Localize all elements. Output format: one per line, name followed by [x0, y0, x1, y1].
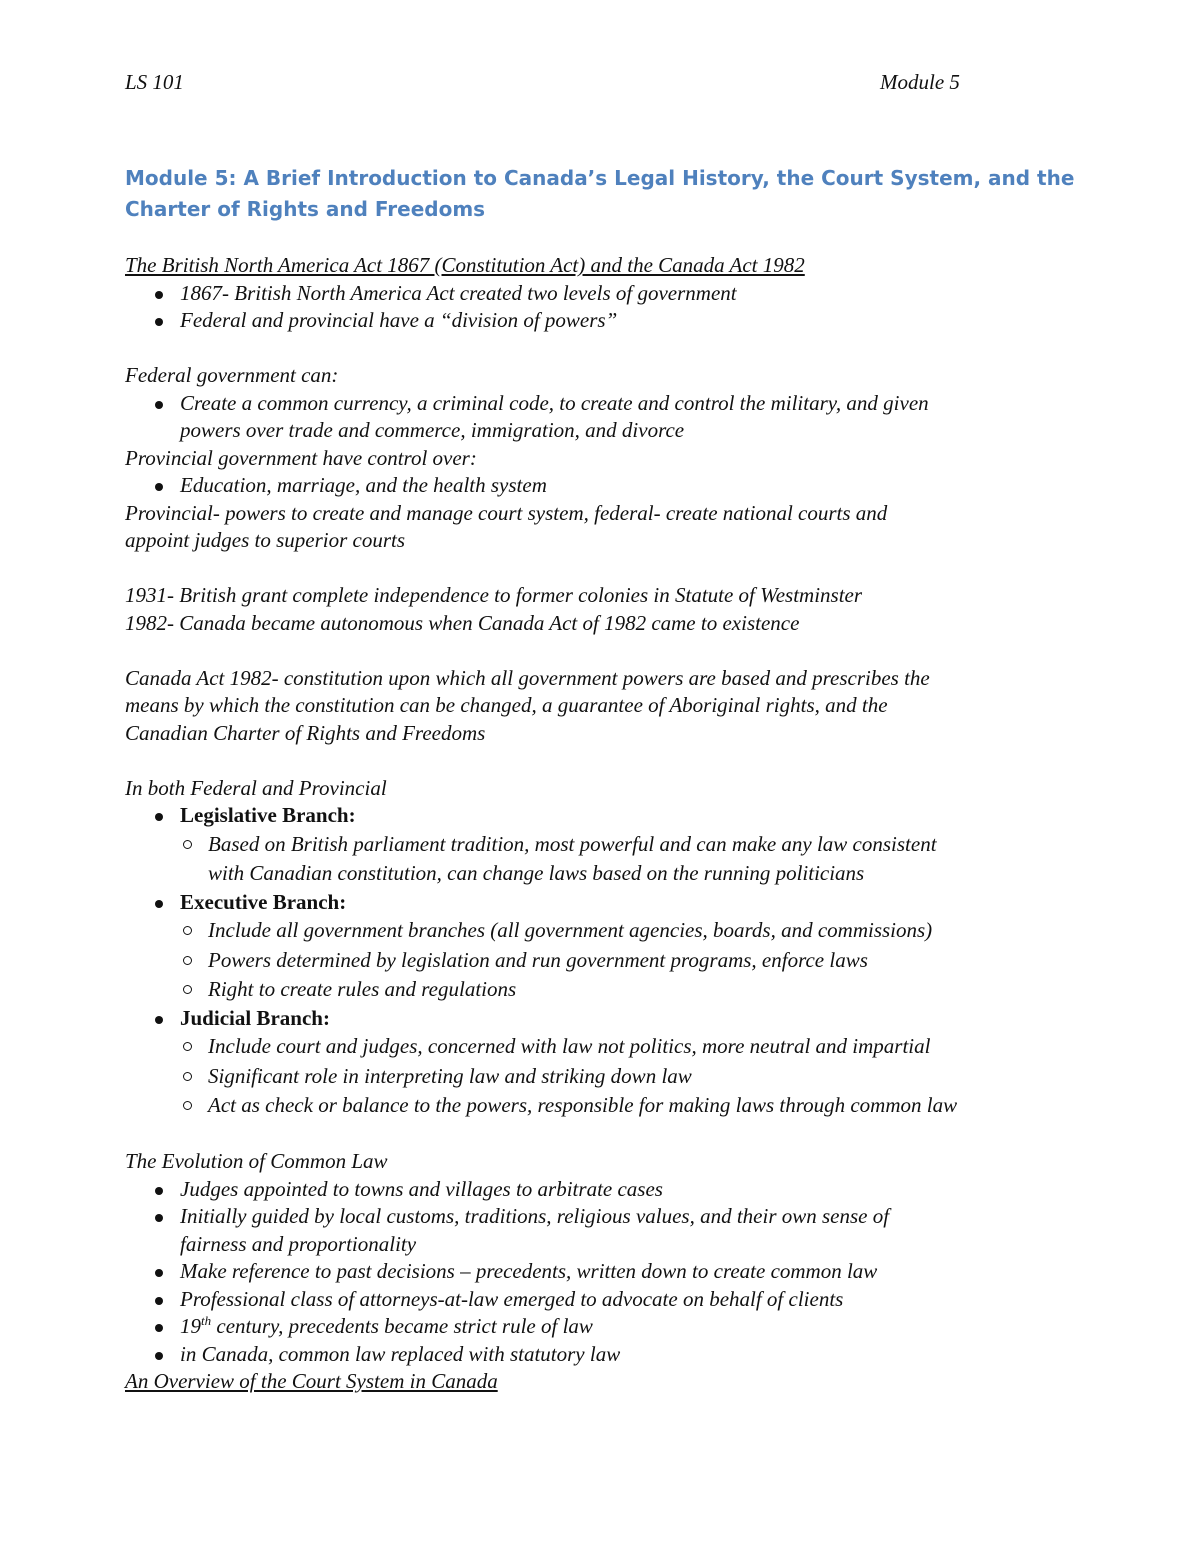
sub-list-item: Include all government branches (all government agencies, boards, and commissions)	[125, 916, 1085, 946]
sub-list-item: Act as check or balance to the powers, responsible for making laws through common law	[125, 1091, 1085, 1121]
list-item-continuation: fairness and proportionality	[180, 1231, 417, 1256]
ordinal-suffix: th	[201, 1313, 212, 1328]
list-item: Initially guided by local customs, traditions, religious values, and their own sense of	[125, 1203, 1085, 1231]
executive-branch-label: Executive Branch:	[125, 889, 1085, 917]
branches-intro: In both Federal and Provincial	[125, 775, 387, 800]
list-item: Education, marriage, and the health system	[125, 472, 1085, 500]
provincial-heading: Provincial government have control over:	[125, 445, 477, 470]
bna-heading: The British North America Act 1867 (Constitution Act) and the Canada Act 1982	[125, 253, 805, 277]
list-item	[125, 1313, 1085, 1341]
title-line-1: Module 5: A Brief Introduction to Canada’s Legal History, the Court System, and the	[125, 166, 1075, 190]
page-title	[125, 163, 1085, 225]
century-number: 19	[180, 1314, 201, 1338]
century-text: century, precedents became strict rule of law	[211, 1314, 593, 1338]
canada-act-line: means by which the constitution can be changed, a guarantee of Aboriginal rights, and the	[125, 693, 888, 717]
court-overview-heading: An Overview of the Court System in Canada	[125, 1369, 498, 1393]
list-item: Judges appointed to towns and villages to arbitrate cases	[125, 1176, 1085, 1204]
provincial-note-continuation: appoint judges to superior courts	[125, 528, 406, 552]
list-item: 1867- British North America Act created two levels of government	[125, 280, 1085, 308]
federal-heading: Federal government can:	[125, 363, 339, 387]
sub-list-item: Right to create rules and regulations	[125, 975, 1085, 1005]
canada-act-line: Canada Act 1982- constitution upon which all government powers are based and prescribes the	[125, 665, 930, 690]
title-line-2: Charter of Rights and Freedoms	[125, 197, 486, 221]
date-1931: 1931- British grant complete independence to former colonies in Statute of Westminster	[125, 583, 863, 607]
list-item: Federal and provincial have a “division of powers”	[125, 307, 1085, 335]
list-item: Professional class of attorneys-at-law emerged to advocate on behalf of clients	[125, 1286, 1085, 1314]
legislative-branch-label: Legislative Branch:	[125, 802, 1085, 830]
list-item-continuation: powers over trade and commerce, immigration, and divorce	[180, 418, 685, 442]
common-law-heading: The Evolution of Common Law	[125, 1149, 388, 1173]
sub-list-item: Significant role in interpreting law and striking down law	[125, 1062, 1085, 1092]
provincial-note: Provincial- powers to create and manage court system, federal- create national courts and	[125, 500, 888, 525]
sub-list-item: Based on British parliament tradition, most powerful and can make any law consistent	[125, 830, 1085, 860]
header-module: Module 5	[880, 70, 960, 94]
sub-list-item: Powers determined by legislation and run government programs, enforce laws	[125, 946, 1085, 976]
date-1982: 1982- Canada became autonomous when Canada Act of 1982 came to existence	[125, 610, 800, 635]
list-item: Create a common currency, a criminal code, to create and control the military, and given	[125, 390, 1085, 418]
judicial-branch-label: Judicial Branch:	[125, 1005, 1085, 1033]
sub-list-item-continuation: with Canadian constitution, can change laws based on the running politicians	[208, 861, 865, 885]
header-course: LS 101	[125, 70, 184, 94]
sub-list-item: Include court and judges, concerned with law not politics, more neutral and impartial	[125, 1032, 1085, 1062]
list-item: Make reference to past decisions – precedents, written down to create common law	[125, 1258, 1085, 1286]
canada-act-line: Canadian Charter of Rights and Freedoms	[125, 720, 486, 745]
list-item: in Canada, common law replaced with statutory law	[125, 1341, 1085, 1369]
document-body	[125, 252, 1085, 1396]
